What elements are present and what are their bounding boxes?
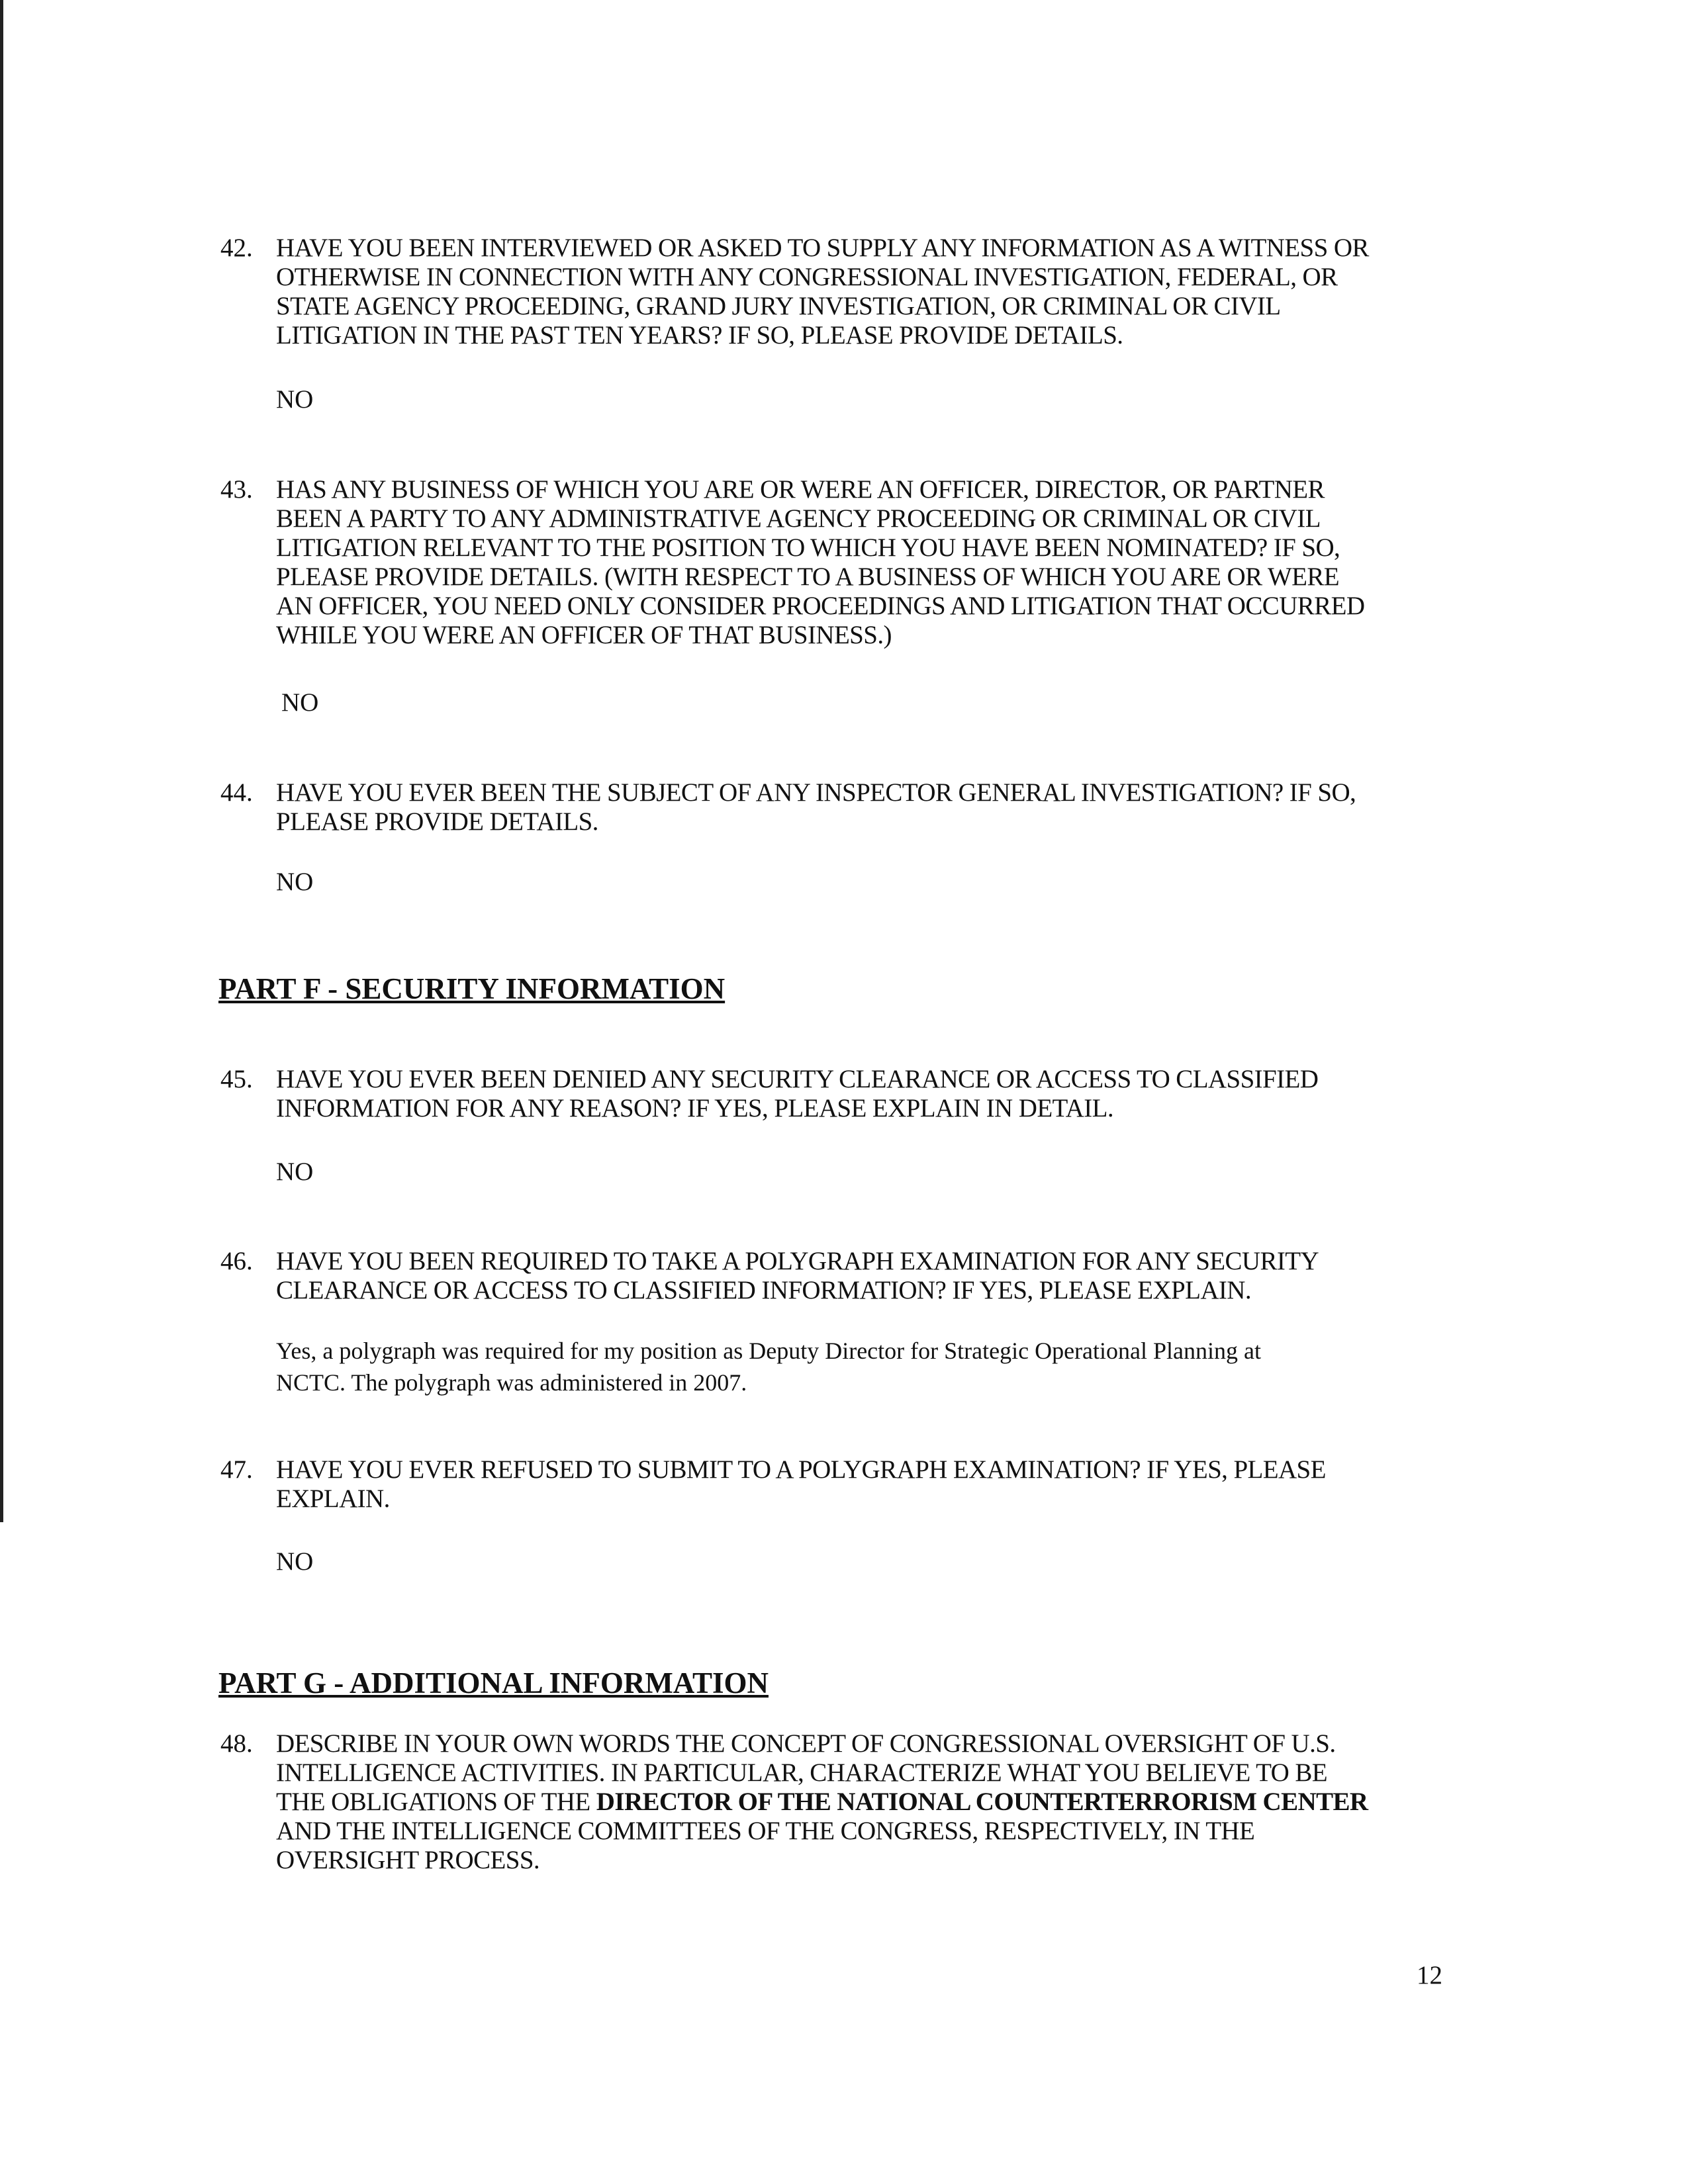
- question-number: 43.: [220, 475, 253, 504]
- question-line: PLEASE PROVIDE DETAILS.: [276, 807, 598, 836]
- scan-edge: [0, 0, 3, 1522]
- question-line: AND THE INTELLIGENCE COMMITTEES OF THE CONGRESS, RESPECTIVELY, IN THE: [276, 1817, 1255, 1845]
- answer-44: NO: [276, 868, 314, 896]
- page-number: 12: [1417, 1961, 1442, 1989]
- answer-42: NO: [276, 385, 314, 414]
- question-line: WHILE YOU WERE AN OFFICER OF THAT BUSINESS.): [276, 621, 892, 649]
- question-number: 44.: [220, 778, 253, 807]
- question-line: PLEASE PROVIDE DETAILS. (WITH RESPECT TO A BUSINESS OF WHICH YOU ARE OR WERE: [276, 563, 1339, 591]
- question-line: OTHERWISE IN CONNECTION WITH ANY CONGRESSIONAL INVESTIGATION, FEDERAL, OR: [276, 263, 1338, 291]
- question-number: 48.: [220, 1729, 253, 1758]
- question-line: CLEARANCE OR ACCESS TO CLASSIFIED INFORMATION? IF YES, PLEASE EXPLAIN.: [276, 1276, 1252, 1304]
- answer-47: NO: [276, 1547, 314, 1576]
- question-line: INTELLIGENCE ACTIVITIES. IN PARTICULAR, CHARACTERIZE WHAT YOU BELIEVE TO BE: [276, 1758, 1328, 1787]
- section-heading-part-g: PART G - ADDITIONAL INFORMATION: [218, 1666, 769, 1700]
- section-heading-part-f: PART F - SECURITY INFORMATION: [218, 972, 726, 1005]
- question-line: BEEN A PARTY TO ANY ADMINISTRATIVE AGENCY PROCEEDING OR CRIMINAL OR CIVIL: [276, 504, 1321, 533]
- bold-phrase: DIRECTOR OF THE NATIONAL COUNTERTERRORISM CENTER: [596, 1788, 1368, 1816]
- answer-45: NO: [276, 1158, 314, 1186]
- question-line: INFORMATION FOR ANY REASON? IF YES, PLEASE EXPLAIN IN DETAIL.: [276, 1094, 1113, 1122]
- question-line: HAVE YOU BEEN REQUIRED TO TAKE A POLYGRAPH EXAMINATION FOR ANY SECURITY: [276, 1247, 1319, 1275]
- question-number: 46.: [220, 1247, 253, 1275]
- question-text: THE OBLIGATIONS OF THE: [276, 1788, 596, 1816]
- question-line: HAVE YOU EVER REFUSED TO SUBMIT TO A POLYGRAPH EXAMINATION? IF YES, PLEASE: [276, 1455, 1326, 1484]
- question-number: 45.: [220, 1065, 253, 1093]
- answer-line: Yes, a polygraph was required for my position as Deputy Director for Strategic Operational Planning at: [276, 1338, 1261, 1364]
- question-line: LITIGATION RELEVANT TO THE POSITION TO WHICH YOU HAVE BEEN NOMINATED? IF SO,: [276, 533, 1340, 562]
- question-line: [276, 1788, 1481, 1817]
- question-line: HAS ANY BUSINESS OF WHICH YOU ARE OR WERE AN OFFICER, DIRECTOR, OR PARTNER: [276, 475, 1325, 504]
- answer-43: NO: [281, 688, 319, 717]
- question-line: EXPLAIN.: [276, 1484, 390, 1513]
- question-line: OVERSIGHT PROCESS.: [276, 1846, 540, 1874]
- question-number: 47.: [220, 1455, 253, 1484]
- question-line: HAVE YOU EVER BEEN DENIED ANY SECURITY CLEARANCE OR ACCESS TO CLASSIFIED: [276, 1065, 1319, 1093]
- question-line: DESCRIBE IN YOUR OWN WORDS THE CONCEPT OF CONGRESSIONAL OVERSIGHT OF U.S.: [276, 1729, 1336, 1758]
- question-line: STATE AGENCY PROCEEDING, GRAND JURY INVESTIGATION, OR CRIMINAL OR CIVIL: [276, 292, 1281, 320]
- question-line: HAVE YOU EVER BEEN THE SUBJECT OF ANY INSPECTOR GENERAL INVESTIGATION? IF SO,: [276, 778, 1356, 807]
- answer-line: NCTC. The polygraph was administered in 2007.: [276, 1369, 747, 1396]
- answer-46: [276, 1335, 1261, 1398]
- question-line: AN OFFICER, YOU NEED ONLY CONSIDER PROCEEDINGS AND LITIGATION THAT OCCURRED: [276, 592, 1365, 620]
- question-number: 42.: [220, 234, 253, 262]
- question-line: HAVE YOU BEEN INTERVIEWED OR ASKED TO SUPPLY ANY INFORMATION AS A WITNESS OR: [276, 234, 1369, 262]
- question-line: LITIGATION IN THE PAST TEN YEARS? IF SO, PLEASE PROVIDE DETAILS.: [276, 321, 1123, 349]
